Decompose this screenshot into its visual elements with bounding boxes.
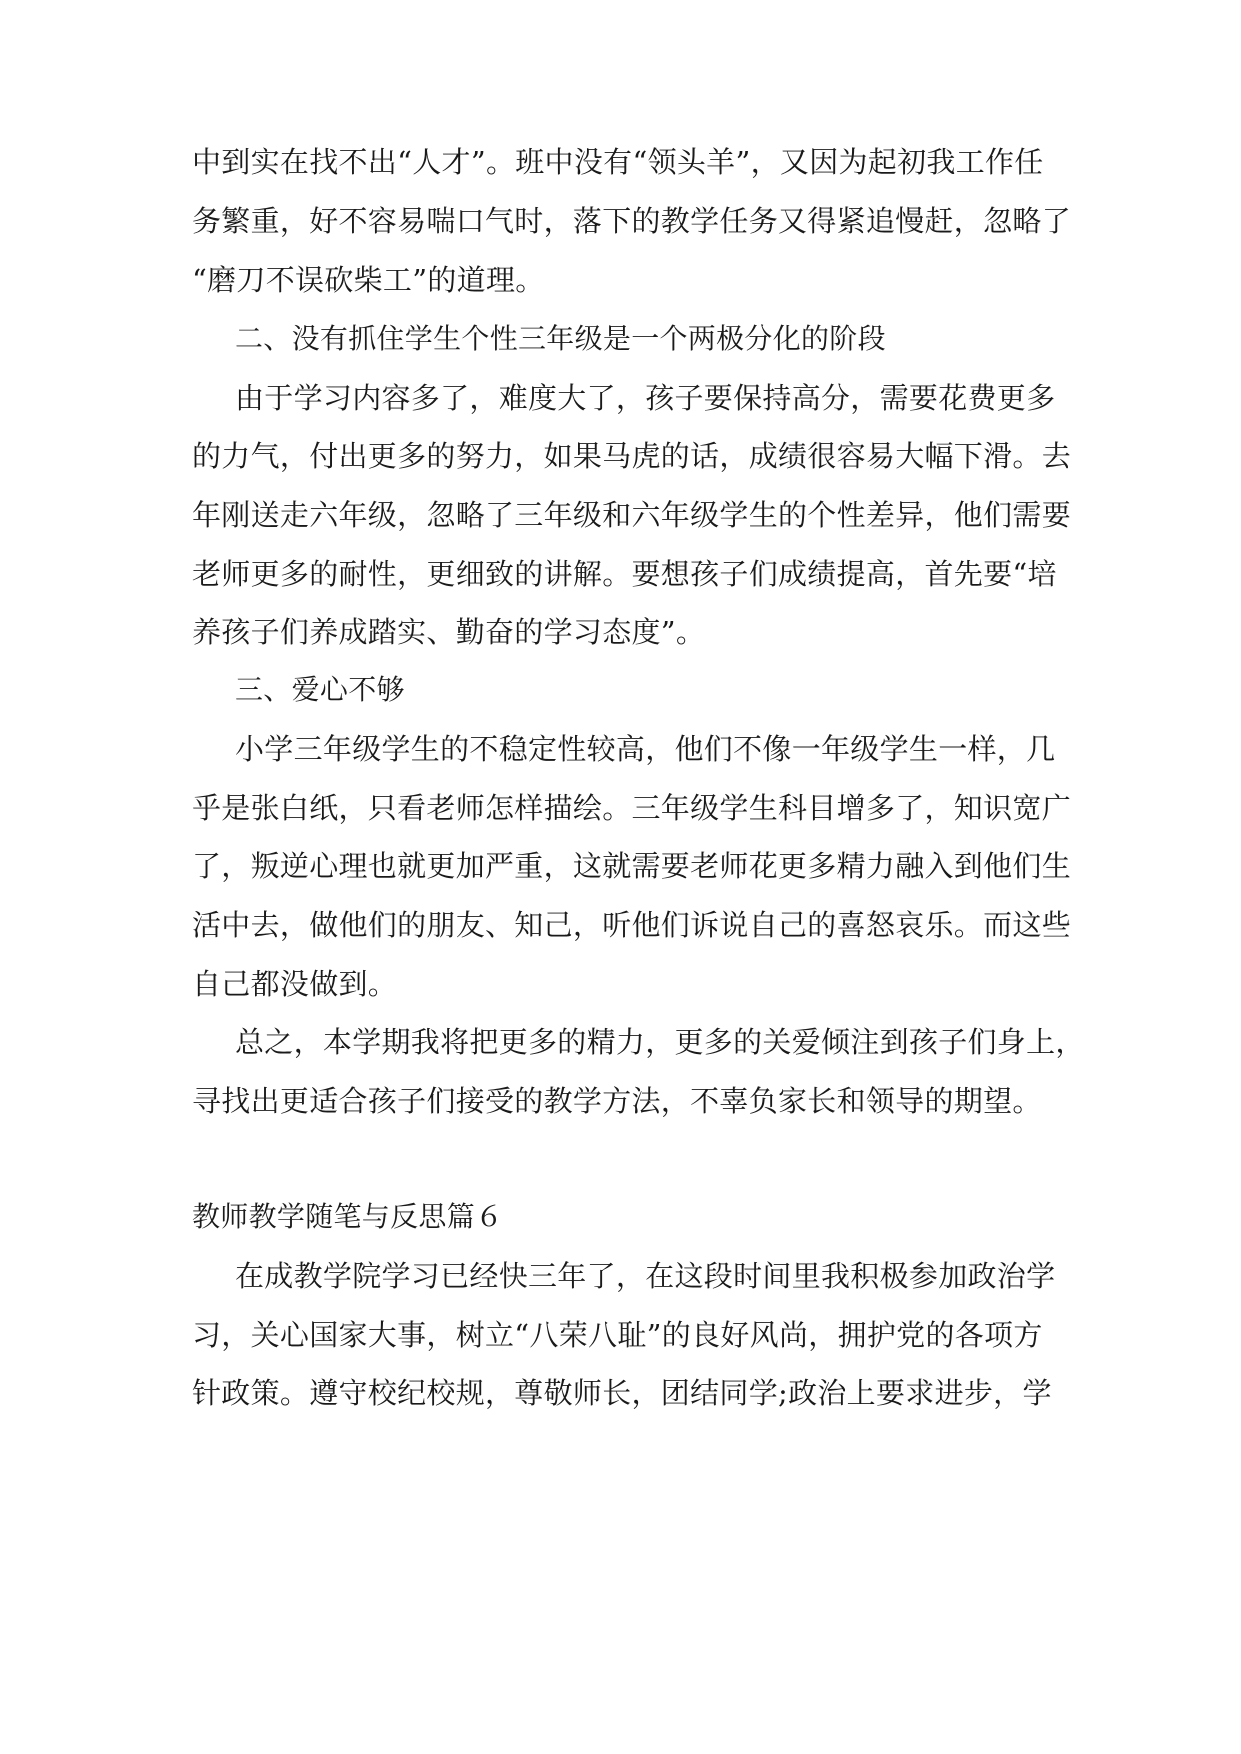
paragraph-line: 自己都没做到。	[192, 967, 398, 1001]
paragraph-line: 寻找出更适合孩子们接受的教学方法，不辜负家长和领导的期望。	[192, 1084, 1042, 1118]
paragraph-line: 习，关心国家大事，树立“八荣八耻”的良好风尚，拥护党的各项方	[192, 1318, 1043, 1352]
article-title: 教师教学随笔与反思篇６	[192, 1200, 504, 1233]
paragraph-line: 老师更多的耐性，更细致的讲解。要想孩子们成绩提高，首先要“培	[192, 557, 1057, 591]
paragraph-line: 小学三年级学生的不稳定性较高，他们不像一年级学生一样，几	[235, 732, 1056, 766]
paragraph-line: “磨刀不误砍柴工”的道理。	[192, 263, 545, 297]
paragraph-line: 总之，本学期我将把更多的精力，更多的关爱倾注到孩子们身上，	[235, 1025, 1085, 1059]
paragraph-line: 活中去，做他们的朋友、知己，听他们诉说自己的喜怒哀乐。而这些	[192, 908, 1072, 942]
paragraph-line: 养孩子们养成踏实、勤奋的学习态度”。	[192, 615, 706, 649]
paragraph-line: 在成教学院学习已经快三年了，在这段时间里我积极参加政治学	[235, 1259, 1056, 1293]
paragraph-line: 中到实在找不出“人才”。班中没有“领头羊”，又因为起初我工作任	[192, 145, 1044, 179]
paragraph-line: 针政策。遵守校纪校规，尊敬师长，团结同学;政治上要求进步，学	[192, 1376, 1052, 1410]
paragraph-line: 务繁重，好不容易喘口气时，落下的教学任务又得紧追慢赶，忽略了	[192, 204, 1072, 238]
section-heading-2: 二、没有抓住学生个性三年级是一个两极分化的阶段	[235, 322, 886, 355]
paragraph-line: 的力气，付出更多的努力，如果马虎的话，成绩很容易大幅下滑。去	[192, 439, 1072, 473]
paragraph-line: 年刚送走六年级，忽略了三年级和六年级学生的个性差异，他们需要	[192, 498, 1072, 532]
section-heading-3: 三、爱心不够	[235, 673, 405, 706]
paragraph-line: 乎是张白纸，只看老师怎样描绘。三年级学生科目增多了，知识宽广	[192, 791, 1072, 825]
paragraph-line: 由于学习内容多了，难度大了，孩子要保持高分，需要花费更多	[235, 381, 1056, 415]
paragraph-line: 了，叛逆心理也就更加严重，这就需要老师花更多精力融入到他们生	[192, 849, 1072, 883]
